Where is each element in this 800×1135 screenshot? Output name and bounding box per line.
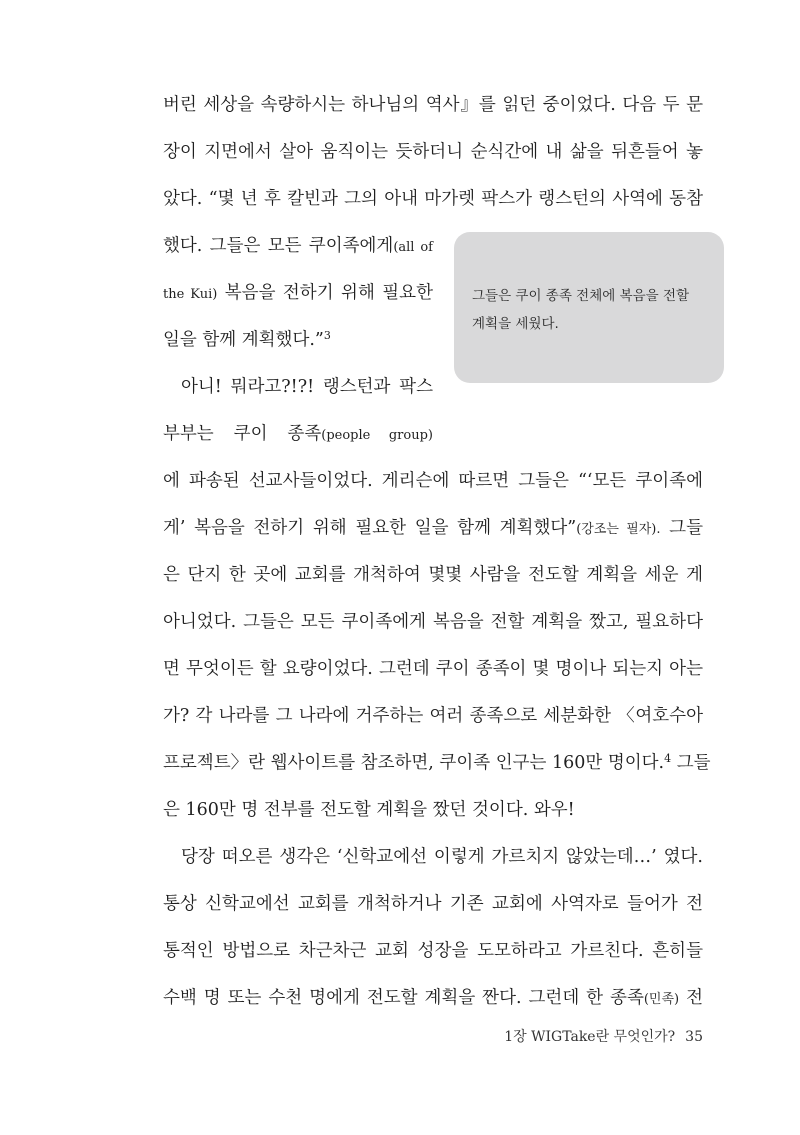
pull-quote-box (454, 232, 724, 383)
text-fragment: (민족) (643, 992, 680, 1007)
text-fragment: 했다. 그들은 모든 쿠이족에게 (163, 236, 394, 256)
text-line (163, 743, 711, 783)
footnote-marker: 4 (664, 752, 672, 765)
text-fragment: 복음을 전하기 위해 필요한 (217, 283, 433, 303)
text-fragment: 게’ 복음을 전하기 위해 필요한 일을 함께 계획했다” (163, 518, 577, 538)
text-line (163, 978, 703, 1018)
footnote-marker: 3 (323, 329, 331, 342)
text-fragment: 그들 (660, 518, 703, 538)
text-line: 가? 각 나라를 그 나라에 거주하는 여러 종족으로 세분화한 〈여호수아 (163, 706, 703, 726)
text-line (163, 226, 433, 266)
text-fragment: (all of (393, 240, 433, 255)
text-line: 장이 지면에서 살아 움직이는 듯하더니 순식간에 내 삶을 뒤흔들어 놓 (163, 142, 703, 162)
text-line: 은 단지 한 곳에 교회를 개척하여 몇몇 사람을 전도할 계획을 세운 게 (163, 565, 703, 585)
text-line: 통적인 방법으로 차근차근 교회 성장을 도모하라고 가르친다. 흔히들 (163, 941, 703, 961)
text-fragment: 그들 (671, 753, 711, 773)
text-fragment: 전 (679, 988, 703, 1008)
text-line: 아니었다. 그들은 모든 쿠이족에게 복음을 전할 계획을 짰고, 필요하다 (163, 612, 703, 632)
text-line: 면 무엇이든 할 요량이었다. 그런데 쿠이 종족이 몇 명이나 되는지 아는 (163, 659, 703, 679)
text-line: 은 160만 명 전부를 전도할 계획을 짰던 것이다. 와우! (163, 800, 575, 820)
text-line (163, 273, 433, 313)
text-line: 에 파송된 선교사들이었다. 게리슨에 따르면 그들은 “‘모든 쿠이족에 (163, 471, 703, 491)
text-fragment: the Kui) (163, 287, 218, 302)
text-line: 버린 세상을 속량하시는 하나님의 역사』를 읽던 중이었다. 다음 두 문 (163, 95, 703, 115)
text-fragment: (강조는 필자). (576, 522, 661, 537)
page-footer (504, 1026, 703, 1046)
text-line (163, 414, 433, 454)
text-fragment: 프로젝트〉란 웹사이트를 참조하면, 쿠이족 인구는 160만 명이다. (163, 753, 665, 773)
text-line: 당장 떠오른 생각은 ‘신학교에선 이렇게 가르치지 않았는데…’ 였다. (181, 847, 703, 867)
text-fragment: 수백 명 또는 수천 명에게 전도할 계획을 짠다. 그런데 한 종족 (163, 988, 644, 1008)
running-footer-chapter: 1장 WIGTake란 무엇인가? (504, 1029, 676, 1045)
text-fragment: 일을 함께 계획했다.” (163, 330, 324, 350)
text-fragment: (people group) (321, 428, 433, 443)
text-fragment: 부부는 쿠이 종족 (163, 424, 322, 444)
text-line (163, 508, 703, 548)
text-line: 통상 신학교에선 교회를 개척하거나 기존 교회에 사역자로 들어가 전 (163, 894, 703, 914)
page-number: 35 (685, 1029, 703, 1045)
text-line: 아니! 뭐라고?!?! 랭스턴과 팍스 (181, 377, 433, 397)
text-line (163, 320, 433, 360)
text-line: 았다. “몇 년 후 칼빈과 그의 아내 마가렛 팍스가 랭스턴의 사역에 동참 (163, 189, 703, 209)
pull-quote-text: 그들은 쿠이 종족 전체에 복음을 전할 계획을 세웠다. (472, 288, 690, 332)
